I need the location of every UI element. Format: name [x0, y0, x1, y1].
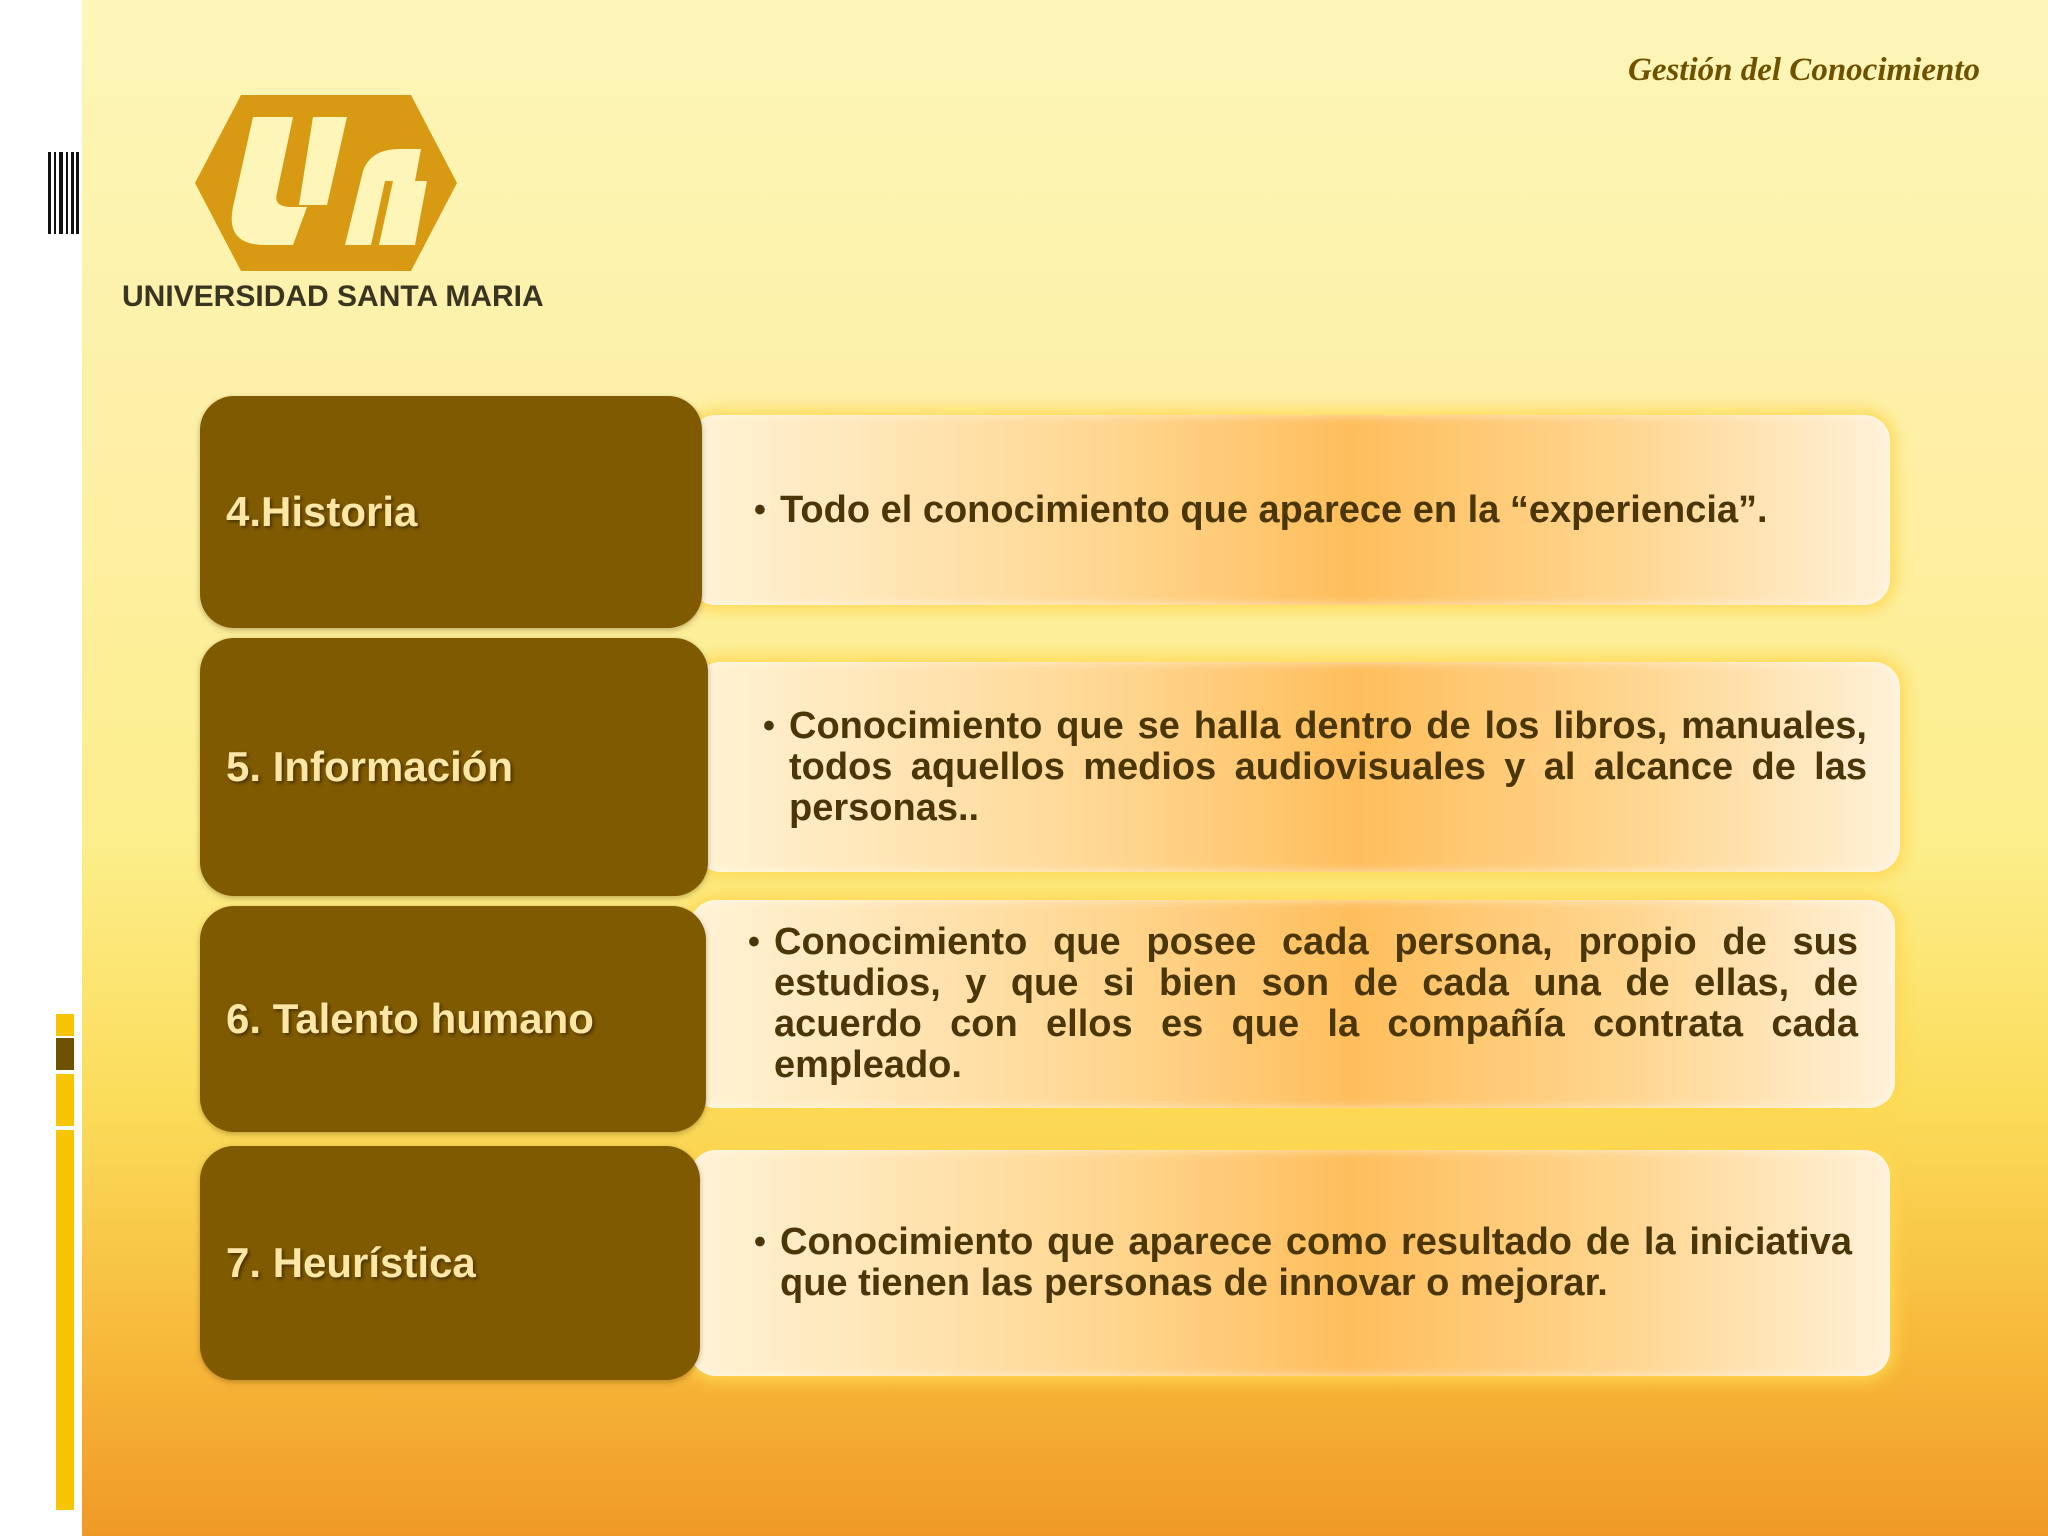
description-box — [690, 900, 1895, 1108]
description-text: • Todo el conocimiento que aparece en la “experiencia”. — [754, 490, 1850, 531]
presentation-title: Gestión del Conocimiento — [1627, 52, 1980, 88]
description-box — [695, 662, 1900, 872]
label-text: 4.Historia — [226, 488, 418, 535]
label-text: 7. Heurística — [226, 1239, 476, 1286]
description-text: • Conocimiento que se halla dentro de los libros, manuales, todos aquellos medios audiovisuales y al alcance de las personas.. — [763, 706, 1867, 829]
label-box — [200, 638, 708, 896]
label-box — [200, 906, 706, 1132]
usm-logo-icon — [195, 95, 457, 271]
description-text: • Conocimiento que posee cada persona, propio de sus estudios, y que si bien son de cada una de ellas, de acuerdo con ellos es que la compañía contrata cada empleado. — [748, 922, 1858, 1086]
label-text: 6. Talento humano — [226, 995, 594, 1042]
description-box — [690, 1150, 1890, 1376]
label-text: 5. Información — [226, 743, 514, 790]
label-box — [200, 396, 702, 628]
label-box — [200, 1146, 700, 1380]
description-box — [690, 415, 1890, 605]
university-name: UNIVERSIDAD SANTA MARIA — [122, 280, 544, 313]
description-text: • Conocimiento que aparece como resultado de la iniciativa que tienen las personas de innovar o mejorar. — [754, 1222, 1852, 1304]
